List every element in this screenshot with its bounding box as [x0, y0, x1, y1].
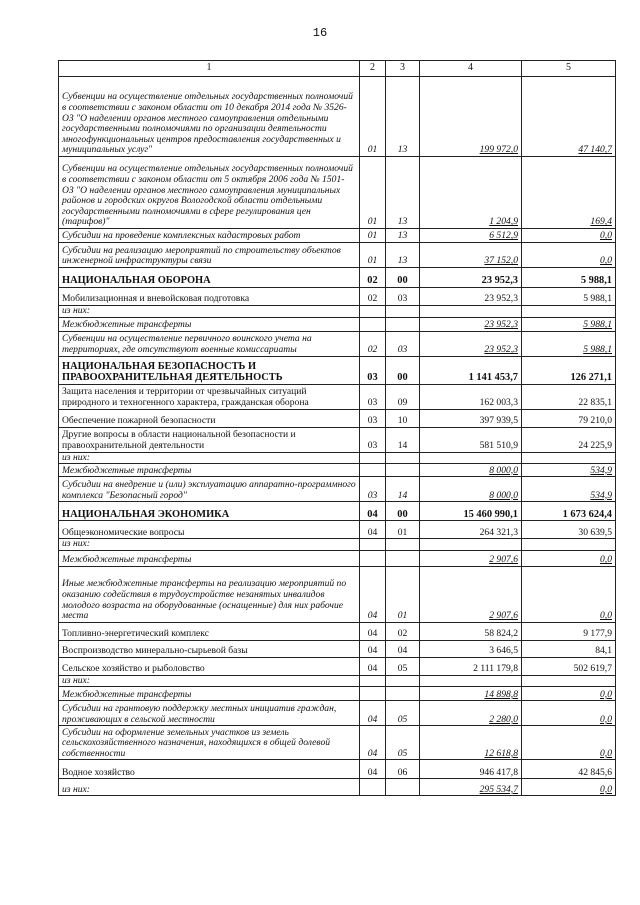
row-name-cell: Межбюджетные трансферты [59, 464, 360, 477]
row-value-cell: 14 898,8 [420, 687, 522, 701]
row-name-cell: Субсидии на оформление земельных участков из земель сельскохозяйственного назначения, находящихся в общей долевой собственности [59, 726, 360, 760]
row-value-cell [386, 550, 420, 566]
row-value-cell: 03 [360, 477, 386, 502]
row-value-cell: 04 [386, 640, 420, 657]
row-value-cell: 03 [386, 288, 420, 306]
row-name-cell: Сельское хозяйство и рыболовство [59, 657, 360, 675]
row-value-cell: 8 000,0 [420, 477, 522, 502]
table-row [59, 452, 616, 464]
row-name-cell: из них: [59, 452, 360, 464]
header-cell-1: 1 [59, 61, 360, 77]
row-value-cell: 00 [386, 356, 420, 384]
row-value-cell: 01 [386, 566, 420, 622]
row-value-cell [522, 539, 616, 551]
table-row [59, 77, 616, 157]
row-name-cell: из них: [59, 675, 360, 687]
row-name-cell: Субсидии на проведение комплексных кадастровых работ [59, 229, 360, 243]
row-value-cell: 0,0 [522, 779, 616, 796]
row-name-cell: Топливно-энергетический комплекс [59, 622, 360, 640]
row-value-cell: 02 [360, 331, 386, 356]
row-value-cell [420, 539, 522, 551]
row-value-cell: 23 952,3 [420, 317, 522, 331]
row-name-cell: из них: [59, 306, 360, 318]
row-value-cell [522, 675, 616, 687]
row-name-cell: Обеспечение пожарной безопасности [59, 409, 360, 427]
row-value-cell: 0,0 [522, 243, 616, 268]
row-value-cell: 2 111 179,8 [420, 657, 522, 675]
row-name-cell: Субвенции на осуществление отдельных государственных полномочий в соответствии с законом области от 10 декабря 2014 года № 3526-ОЗ "О наделении органов местного самоуправления отдельными государственными полномочиями по организации деятельности многофункциональных центров предоставления государственных и муниципальных услуг" [59, 77, 360, 157]
row-value-cell: 24 225,9 [522, 427, 616, 452]
row-value-cell: 23 952,3 [420, 268, 522, 288]
row-value-cell: 04 [360, 502, 386, 521]
table-row [59, 502, 616, 521]
row-name-cell: Другие вопросы в области национальной безопасности и правоохранительной деятельности [59, 427, 360, 452]
table-row [59, 427, 616, 452]
row-value-cell: 84,1 [522, 640, 616, 657]
row-value-cell: 9 177,9 [522, 622, 616, 640]
table-row [59, 701, 616, 726]
row-value-cell: 01 [360, 77, 386, 157]
row-value-cell: 04 [360, 701, 386, 726]
row-value-cell: 14 [386, 427, 420, 452]
row-value-cell: 2 907,6 [420, 550, 522, 566]
row-value-cell: 03 [386, 331, 420, 356]
row-value-cell: 02 [386, 622, 420, 640]
row-value-cell: 23 952,3 [420, 288, 522, 306]
row-value-cell: 22 835,1 [522, 384, 616, 409]
row-value-cell: 0,0 [522, 687, 616, 701]
row-value-cell: 2 280,0 [420, 701, 522, 726]
row-value-cell [386, 464, 420, 477]
table-row [59, 550, 616, 566]
row-value-cell: 12 618,8 [420, 726, 522, 760]
row-value-cell [386, 452, 420, 464]
row-name-cell: Мобилизационная и вневойсковая подготовка [59, 288, 360, 306]
row-value-cell: 03 [360, 384, 386, 409]
row-name-cell: Воспроизводство минерально-сырьевой базы [59, 640, 360, 657]
row-name-cell: НАЦИОНАЛЬНАЯ ОБОРОНА [59, 268, 360, 288]
row-value-cell [386, 539, 420, 551]
row-value-cell: 5 988,1 [522, 317, 616, 331]
row-value-cell: 5 988,1 [522, 288, 616, 306]
row-name-cell: Субсидии на реализацию мероприятий по строительству объектов инженерной инфраструктуры связи [59, 243, 360, 268]
row-name-cell: Иные межбюджетные трансферты на реализацию мероприятий по оказанию содействия в трудоустройстве незанятых инвалидов молодого возраста на оборудованные (оснащенные) для них рабочие места [59, 566, 360, 622]
row-value-cell [360, 675, 386, 687]
table-row [59, 521, 616, 539]
row-value-cell: 42 845,6 [522, 760, 616, 779]
row-value-cell: 09 [386, 384, 420, 409]
row-value-cell: 502 619,7 [522, 657, 616, 675]
row-value-cell: 04 [360, 521, 386, 539]
table-row [59, 229, 616, 243]
row-value-cell: 37 152,0 [420, 243, 522, 268]
row-value-cell: 13 [386, 229, 420, 243]
row-value-cell: 01 [360, 157, 386, 229]
row-name-cell: Общеэкономические вопросы [59, 521, 360, 539]
table-row [59, 779, 616, 796]
row-value-cell: 23 952,3 [420, 331, 522, 356]
table-row [59, 640, 616, 657]
table-row [59, 622, 616, 640]
row-value-cell: 2 907,6 [420, 566, 522, 622]
row-value-cell: 534,9 [522, 464, 616, 477]
row-value-cell [386, 687, 420, 701]
row-value-cell: 0,0 [522, 550, 616, 566]
header-cell-5: 5 [522, 61, 616, 77]
table-row [59, 306, 616, 318]
table-row [59, 687, 616, 701]
table-row [59, 657, 616, 675]
row-value-cell [360, 306, 386, 318]
row-value-cell [360, 687, 386, 701]
budget-table [58, 60, 616, 796]
row-value-cell: 04 [360, 622, 386, 640]
row-value-cell: 0,0 [522, 566, 616, 622]
row-value-cell: 295 534,7 [420, 779, 522, 796]
row-value-cell [522, 452, 616, 464]
row-value-cell: 946 417,8 [420, 760, 522, 779]
row-value-cell: 05 [386, 701, 420, 726]
table-row [59, 477, 616, 502]
row-value-cell: 8 000,0 [420, 464, 522, 477]
row-value-cell: 13 [386, 243, 420, 268]
row-name-cell: Межбюджетные трансферты [59, 687, 360, 701]
table-row [59, 243, 616, 268]
table-row [59, 760, 616, 779]
row-name-cell: Водное хозяйство [59, 760, 360, 779]
row-value-cell [420, 306, 522, 318]
row-value-cell [386, 306, 420, 318]
table-row [59, 675, 616, 687]
table-header-row [59, 61, 616, 77]
row-value-cell: 03 [360, 427, 386, 452]
table-row [59, 157, 616, 229]
row-value-cell: 06 [386, 760, 420, 779]
row-value-cell: 10 [386, 409, 420, 427]
row-value-cell: 04 [360, 657, 386, 675]
row-value-cell: 1 673 624,4 [522, 502, 616, 521]
row-name-cell: из них: [59, 539, 360, 551]
table-row [59, 268, 616, 288]
row-value-cell: 1 141 453,7 [420, 356, 522, 384]
row-value-cell: 162 003,3 [420, 384, 522, 409]
row-value-cell [360, 452, 386, 464]
row-name-cell: Субвенции на осуществление первичного воинского учета на территориях, где отсутствуют военные комиссариаты [59, 331, 360, 356]
row-value-cell [360, 539, 386, 551]
table-row [59, 566, 616, 622]
row-name-cell: НАЦИОНАЛЬНАЯ ЭКОНОМИКА [59, 502, 360, 521]
table-row [59, 288, 616, 306]
row-value-cell: 58 824,2 [420, 622, 522, 640]
row-value-cell [420, 452, 522, 464]
row-name-cell: НАЦИОНАЛЬНАЯ БЕЗОПАСНОСТЬ И ПРАВООХРАНИТЕЛЬНАЯ ДЕЯТЕЛЬНОСТЬ [59, 356, 360, 384]
row-value-cell [386, 779, 420, 796]
row-value-cell [386, 317, 420, 331]
row-value-cell: 00 [386, 268, 420, 288]
row-value-cell [360, 464, 386, 477]
row-value-cell: 397 939,5 [420, 409, 522, 427]
row-value-cell: 169,4 [522, 157, 616, 229]
row-value-cell: 01 [386, 521, 420, 539]
row-value-cell: 264 321,3 [420, 521, 522, 539]
row-value-cell [360, 550, 386, 566]
row-value-cell: 01 [360, 243, 386, 268]
row-name-cell: Субвенции на осуществление отдельных государственных полномочий в соответствии с законом области от 5 октября 2006 года № 1501-ОЗ "О наделении органов местного самоуправления муниципальных районов и городских округов Вологодской области отдельными государственными полномочиями в сфере регулирования цен (тарифов)" [59, 157, 360, 229]
row-name-cell: Межбюджетные трансферты [59, 317, 360, 331]
row-value-cell: 6 512,9 [420, 229, 522, 243]
row-value-cell: 05 [386, 657, 420, 675]
row-value-cell: 30 639,5 [522, 521, 616, 539]
table-row [59, 409, 616, 427]
table-row [59, 356, 616, 384]
row-value-cell: 1 204,9 [420, 157, 522, 229]
row-value-cell: 199 972,0 [420, 77, 522, 157]
table-row [59, 384, 616, 409]
row-value-cell [360, 779, 386, 796]
row-value-cell: 03 [360, 356, 386, 384]
row-value-cell: 0,0 [522, 701, 616, 726]
row-name-cell: Защита населения и территории от чрезвычайных ситуаций природного и техногенного характера, гражданская оборона [59, 384, 360, 409]
header-cell-2: 2 [360, 61, 386, 77]
row-value-cell: 79 210,0 [522, 409, 616, 427]
row-name-cell: из них: [59, 779, 360, 796]
row-name-cell: Субсидии на внедрение и (или) эксплуатацию аппаратно-программного комплекса "Безопасный город" [59, 477, 360, 502]
row-value-cell: 02 [360, 288, 386, 306]
row-value-cell: 0,0 [522, 726, 616, 760]
row-value-cell [420, 675, 522, 687]
row-value-cell: 534,9 [522, 477, 616, 502]
row-value-cell: 15 460 990,1 [420, 502, 522, 521]
row-value-cell: 3 646,5 [420, 640, 522, 657]
table-row [59, 331, 616, 356]
table-row [59, 464, 616, 477]
row-value-cell: 13 [386, 77, 420, 157]
row-value-cell: 5 988,1 [522, 331, 616, 356]
row-value-cell: 01 [360, 229, 386, 243]
row-value-cell: 5 988,1 [522, 268, 616, 288]
row-value-cell: 03 [360, 409, 386, 427]
row-value-cell: 02 [360, 268, 386, 288]
row-value-cell: 04 [360, 760, 386, 779]
header-cell-4: 4 [420, 61, 522, 77]
header-cell-3: 3 [386, 61, 420, 77]
table-row [59, 317, 616, 331]
row-value-cell: 47 140,7 [522, 77, 616, 157]
row-name-cell: Субсидии на грантовую поддержку местных инициатив граждан, проживающих в сельской местности [59, 701, 360, 726]
row-value-cell: 13 [386, 157, 420, 229]
row-value-cell [522, 306, 616, 318]
row-value-cell: 04 [360, 566, 386, 622]
row-value-cell: 04 [360, 640, 386, 657]
page-number: 16 [312, 26, 328, 40]
row-value-cell: 05 [386, 726, 420, 760]
table-row [59, 726, 616, 760]
row-value-cell: 00 [386, 502, 420, 521]
table-row [59, 539, 616, 551]
row-value-cell [386, 675, 420, 687]
row-value-cell: 0,0 [522, 229, 616, 243]
row-value-cell [360, 317, 386, 331]
row-value-cell: 04 [360, 726, 386, 760]
row-value-cell: 14 [386, 477, 420, 502]
row-value-cell: 126 271,1 [522, 356, 616, 384]
row-name-cell: Межбюджетные трансферты [59, 550, 360, 566]
row-value-cell: 581 510,9 [420, 427, 522, 452]
